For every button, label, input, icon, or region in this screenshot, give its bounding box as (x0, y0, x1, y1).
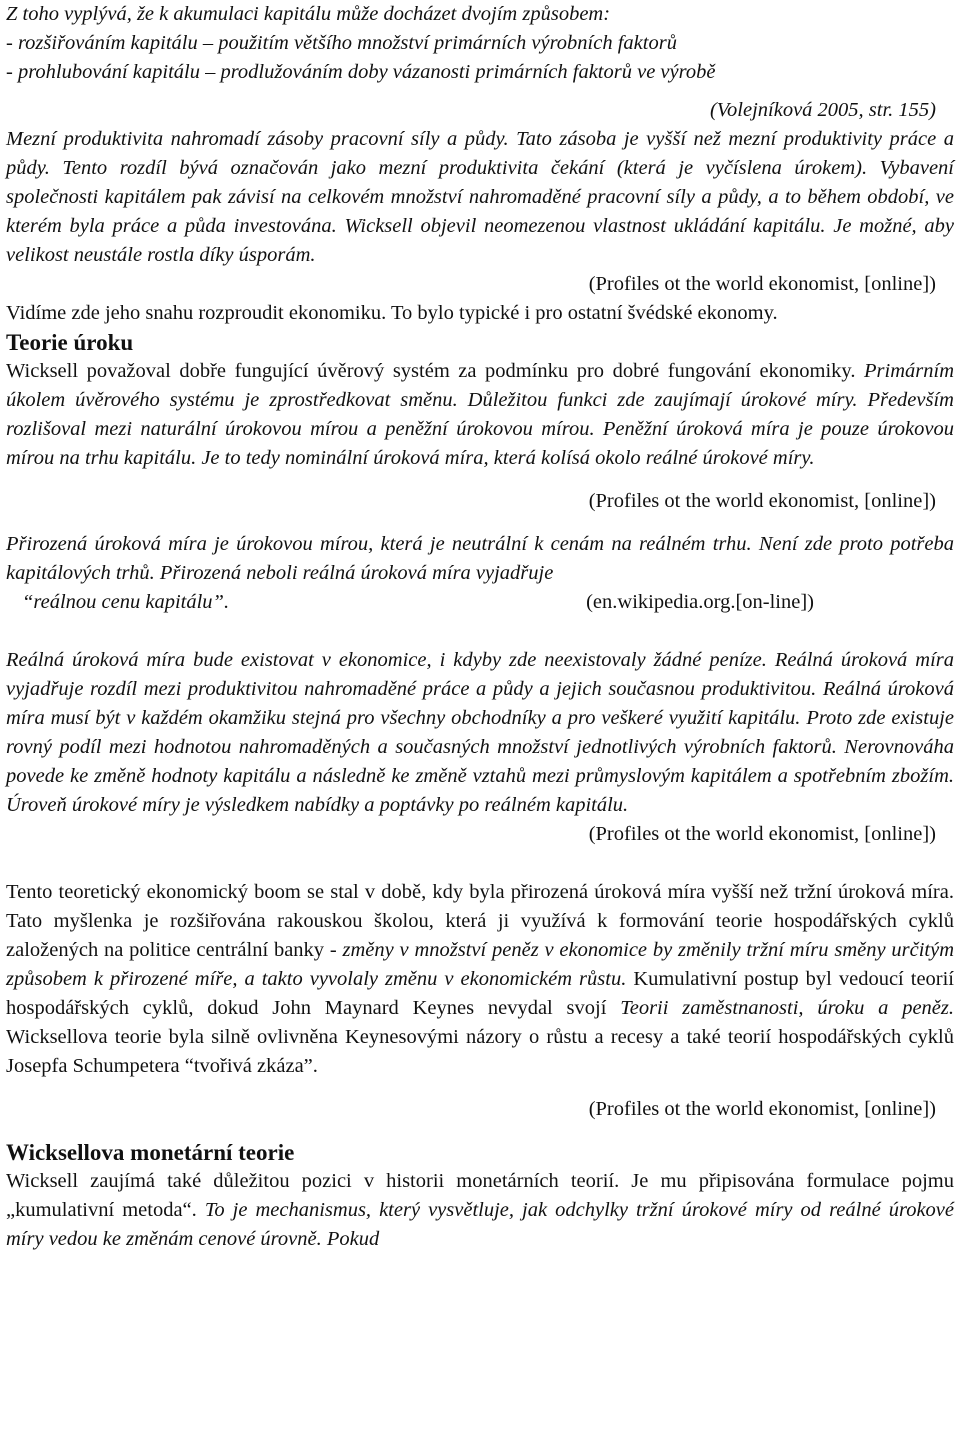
citation-profiles-3: (Profiles ot the world ekonomist, [online]) (588, 823, 936, 845)
spacer (6, 516, 954, 530)
citation-profiles-1: (Profiles ot the world ekonomist, [online]) (588, 273, 936, 295)
paragraph-natural-rate (6, 530, 954, 588)
paragraph-credit-system (6, 357, 954, 473)
paragraph-text: Vybavení společnosti kapitálem pak závisí na celkovém množství nahromaděné pracovní síly a půdy, a to během období, ve kterém byla práce a půda investována. Wicksell objevil neomezenou vlastnost ukládání kapitálu. Je možné, aby velikost neustále rostla díky úsporám. (6, 157, 955, 266)
paragraph-real-rate: Reálná úroková míra bude existovat v ekonomice, i kdyby zde neexistovaly žádné peníze. Reálná úroková míra vyjadřuje rozdíl mezi produktivitou nahromaděné práce a půdy a jejich současnou produktivitou. Reálná úroková míra musí být v každém okamžiku stejná pro všechny obchodníky a pro veškeré využití kapitálu. Proto zde existuje rovný podíl mezi hodnotou nahromaděných a současných množství jednotlivých výrobních faktorů. Nerovnováha povede ke změně hodnoty kapitálu a následně ke změně vztahů mezi průmyslovým kapitálem a spotřebním zbožím. Úroveň úrokové míry je výsledkem nabídky a poptávky po reálném kapitálu. (6, 649, 954, 816)
paragraph-economic-boom (6, 878, 954, 1081)
spacer (6, 1081, 954, 1095)
citation-wikipedia: (en.wikipedia.org.[on-line]) (586, 591, 814, 613)
paragraph-text: “reálnou cenu kapitálu”. (22, 591, 230, 613)
spacer (6, 473, 954, 487)
intro-list-item-2: - prohlubování kapitálu – prodlužováním doby vázanosti primárních faktorů ve výrobě (6, 61, 716, 83)
intro-lead: Z toho vyplývá, že k akumulaci kapitálu může docházet dvojím způsobem: (6, 3, 611, 25)
paragraph-marginal-productivity (6, 125, 954, 270)
citation-volejnikova: (Volejníková 2005, str. 155) (709, 99, 936, 121)
paragraph-text-italic: To je mechanismus, který vysvětluje, jak odchylky tržní úrokové míry od reálné úrokové míry vedou ke změnám cenové úrovně. Pokud (6, 1199, 955, 1250)
paragraph-text: Mezní produktivita nahromadí zásoby pracovní síly a půdy. Tato zásoba je vyšší než mezní produktivity práce a půdy. Tento rozdíl bývá označován jako mezní produktivita čekání (která je vyčíslena úrokem). (6, 128, 954, 179)
spacer (6, 1124, 954, 1138)
heading-monetary-theory: Wicksellova monetární teorie (6, 1140, 295, 1165)
paragraph-text: Kumulativní postup byl vedoucí teorií hospodářských cyklů, dokud John Maynard Keynes nevydal svojí (6, 968, 955, 1019)
paragraph-text: Přirozená úroková míra je úrokovou mírou, která je neutrální k cenám na reálném trhu. Není zde proto potřeba kapitálových trhů. Přirozená neboli reálná úroková míra vyjadřuje (6, 533, 954, 584)
citation-profiles-2: (Profiles ot the world ekonomist, [online]) (588, 490, 936, 512)
citation-profiles-4: (Profiles ot the world ekonomist, [online]) (588, 1098, 936, 1120)
paragraph-stimulate-economy: Vidíme zde jeho snahu rozproudit ekonomiku. To bylo typické i pro ostatní švédské ekonomy. (6, 302, 778, 324)
spacer (6, 849, 954, 878)
paragraph-text: Wicksell zaujímá také důležitou pozici v historii monetárních teorií. Je mu připisována formulace pojmu „kumulativní metoda“. (6, 1170, 954, 1221)
paragraph-text-italic: Teorii zaměstnanosti, úroku a peněz. (620, 997, 955, 1019)
paragraph-text-italic: změny v množství peněz v ekonomice by změnily tržní míru směny určitým způsobem k přirozené míře, a takto vyvolaly změnu v ekonomickém růstu. (6, 939, 955, 990)
natural-rate-last-line (6, 588, 954, 617)
heading-interest-theory: Teorie úroku (6, 330, 134, 355)
paragraph-text: Tento teoretický ekonomický boom se stal v době, kdy byla přirozená úroková míra vyšší než tržní úroková míra. Tato myšlenka je rozšiřována rakouskou školou, která ji využívá k formování teorie hospodářských cyklů založených na politice centrální banky - (6, 881, 954, 961)
spacer (6, 617, 954, 646)
intro-list-item-1: - rozšiřováním kapitálu – použitím většího množství primárních výrobních faktorů (6, 32, 677, 54)
paragraph-text-italic: Primárním úkolem úvěrového systému je zprostředkovat směnu. Důležitou funkci zde zaujímají úrokové míry. Především rozlišoval mezi naturální úrokovou mírou a peněžní úrokovou mírou. Peněžní úroková míra je pouze úrokovou mírou na trhu kapitálu. Je to tedy nominální úroková míra, která kolísá okolo reálné úrokové míry. (6, 360, 955, 469)
paragraph-text: Wicksellova teorie byla silně ovlivněna Keynesovými názory o růstu a recesy a také teorií hospodářských cyklů Josepfa Schumpetera “tvořivá zkáza”. (6, 1026, 954, 1077)
paragraph-text: Wicksell považoval dobře fungující úvěrový systém za podmínku pro dobré fungování ekonomiky. (6, 360, 856, 382)
paragraph-monetary-theory (6, 1167, 954, 1254)
